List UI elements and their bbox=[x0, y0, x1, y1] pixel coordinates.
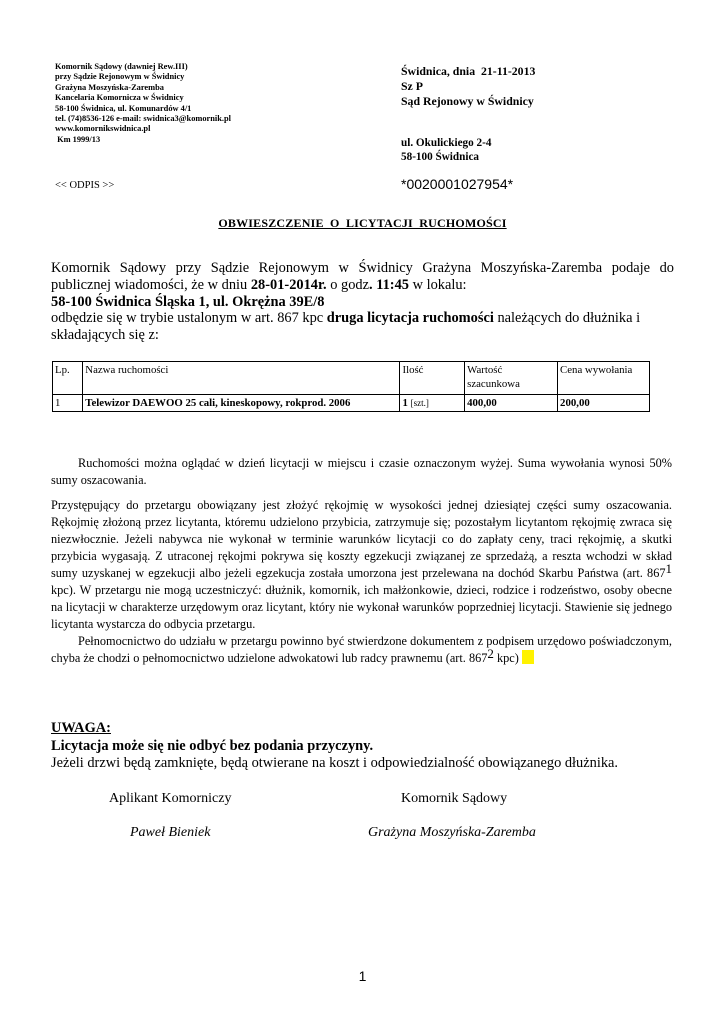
viewing-paragraph bbox=[51, 455, 672, 489]
recipient-street: ul. Okulickiego 2-4 bbox=[401, 137, 492, 149]
recipient-city: 58-100 Świdnica bbox=[401, 151, 480, 163]
row-value: 400,00 bbox=[465, 395, 558, 412]
barcode-text: *0020001027954* bbox=[401, 176, 514, 192]
left-signature-title: Aplikant Komorniczy bbox=[109, 791, 232, 806]
letterhead-line: 58-100 Świdnica, ul. Komunardów 4/1 bbox=[55, 103, 192, 113]
article-superscript: 2 bbox=[487, 646, 494, 661]
right-signature-title: Komornik Sądowy bbox=[401, 791, 508, 806]
announcement-intro bbox=[51, 260, 674, 344]
proxy-text-b: kpc) bbox=[493, 651, 519, 665]
auction-time: . 11:45 bbox=[369, 276, 409, 293]
letterhead-line: Grażyna Moszyńska-Zaremba bbox=[55, 82, 164, 92]
intro-text: należących do dłużnika i składających się z: bbox=[51, 310, 641, 344]
page-number: 1 bbox=[358, 968, 367, 984]
row-qty-cell bbox=[400, 395, 465, 412]
proxy-text bbox=[51, 633, 672, 667]
case-number: Km 1999/13 bbox=[55, 134, 101, 144]
intro-paragraph bbox=[51, 260, 674, 294]
warning-line-2: Jeżeli drzwi będą zamknięte, będą otwierane na koszt i odpowiedzialność obowiązanego dłużnika. bbox=[51, 755, 619, 771]
intro-text: w lokalu: bbox=[409, 276, 467, 293]
intro-text: odbędzie się w trybie ustalonym w art. 867 kpc bbox=[51, 310, 327, 327]
warning-block bbox=[51, 720, 618, 773]
deposit-text-a: Przystępujący do przetargu obowiązany jest złożyć rękojmię w wysokości jednej dziesiątej części sumy oszacowania. Rękojmię złożoną przez licytanta, któremu udzielono przybicia, zatrzymuje się; pozostałym licytantom rękojmię zwraca się niezwłocznie. Jeżeli nabywca nie wykonał w terminie warunków licytacji co do zapłaty ceny, traci rękojmię, a skutki przybicia wygasają. Z utraconej rękojmi pokrywa się koszty egzekucji związanej ze sprzedażą, a reszta wchodzi w skład sumy uzyskanej w egzekucji albo jeżeli egzekucja została umorzona jest przelewana na dochód Skarbu Państwa (art. 867 bbox=[51, 498, 672, 580]
deposit-text-b: kpc). W przetargu nie mogą uczestniczyć: dłużnik, komornik, ich małżonkowie, dzieci, rodzice i rodzeństwo, osoby obecne na licytacji w charakterze urzędowym oraz licytant, który nie wykonał warunków poprzedniej licytacji. Stawienie się jednego licytanta wystarcza do odbycia przetargu. bbox=[51, 583, 672, 631]
col-price: Cena wywołania bbox=[558, 362, 650, 395]
document-date: Świdnica, dnia 21-11-2013 bbox=[401, 64, 536, 78]
letterhead-line: przy Sądzie Rejonowym w Świdnicy bbox=[55, 72, 185, 82]
left-signature-name: Paweł Bieniek bbox=[130, 825, 211, 840]
intro-text: Komornik Sądowy przy Sądzie Rejonowym w Świdnicy Grażyna Moszyńska-Zaremba podaje do publicznej wiadomości, że w dniu bbox=[51, 260, 674, 293]
letterhead-line: Kancelaria Komornicza w Świdnicy bbox=[55, 93, 184, 103]
row-price: 200,00 bbox=[558, 395, 650, 412]
col-lp: Lp. bbox=[53, 362, 83, 395]
bailiff-letterhead bbox=[55, 62, 231, 145]
auction-date: 28-01-2014r. bbox=[250, 276, 327, 293]
article-superscript: 1 bbox=[665, 561, 672, 576]
table-row bbox=[53, 395, 650, 412]
recipient-name: Sąd Rejonowy w Świdnicy bbox=[401, 94, 534, 108]
deposit-paragraph bbox=[51, 497, 672, 667]
table-header-row bbox=[53, 362, 650, 395]
auction-type: druga licytacja ruchomości bbox=[326, 310, 494, 327]
location-text: 58-100 Świdnica Śląska 1, ul. Okrężna 39E/8 bbox=[51, 293, 325, 310]
row-unit: [szt.] bbox=[410, 398, 429, 408]
row-name: Telewizor DAEWOO 25 cali, kineskopowy, rokprod. 2006 bbox=[83, 395, 400, 412]
proxy-text-a: Pełnomocnictwo do udziału w przetargu powinno być stwierdzone dokumentem z podpisem urzędowo poświadczonym, chyba że chodzi o pełnomocnictwo udzielone adwokatowi lub radcy prawnemu (art. 867 bbox=[51, 634, 672, 665]
recipient-block bbox=[401, 64, 535, 109]
items-table bbox=[52, 361, 650, 412]
warning-line-1: Licytacja może się nie odbyć bez podania przyczyny. bbox=[51, 737, 374, 754]
recipient-address bbox=[401, 136, 491, 164]
viewing-text: Ruchomości można oglądać w dzień licytacji w miejscu i czasie oznaczonym wyżej. Suma wywołania wynosi 50% sumy oszacowania. bbox=[51, 456, 672, 487]
letterhead-line: tel. (74)8536-126 e-mail: swidnica3@komornik.pl bbox=[55, 114, 231, 124]
letterhead-line: www.komornikswidnica.pl bbox=[55, 124, 151, 134]
col-qty: Ilość bbox=[400, 362, 465, 395]
auction-location bbox=[51, 294, 674, 311]
warning-heading: UWAGA: bbox=[51, 720, 111, 736]
intro-paragraph-2 bbox=[51, 310, 674, 344]
recipient-salutation: Sz P bbox=[401, 79, 423, 93]
row-lp: 1 bbox=[53, 395, 83, 412]
right-signature-name: Grażyna Moszyńska-Zaremba bbox=[368, 825, 536, 840]
copy-label: << ODPIS >> bbox=[55, 180, 115, 191]
document-title: OBWIESZCZENIE O LICYTACJI RUCHOMOŚCI bbox=[218, 216, 507, 230]
deposit-text bbox=[51, 497, 672, 633]
col-value: Wartość szacunkowa bbox=[465, 362, 558, 395]
highlight-mark bbox=[522, 650, 534, 664]
row-qty: 1 bbox=[402, 397, 408, 409]
intro-text: o godz bbox=[326, 276, 370, 293]
col-name: Nazwa ruchomości bbox=[83, 362, 400, 395]
letterhead-line: Komornik Sądowy (dawniej Rew.III) bbox=[55, 62, 188, 71]
